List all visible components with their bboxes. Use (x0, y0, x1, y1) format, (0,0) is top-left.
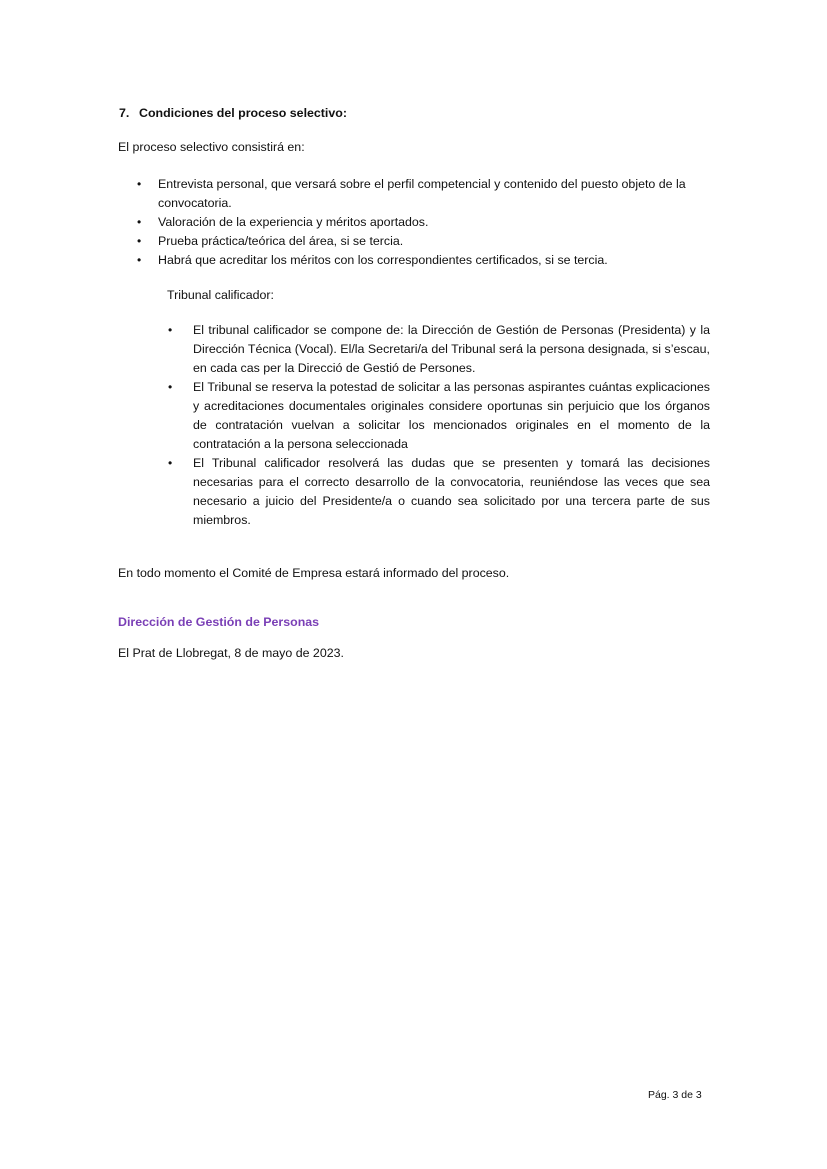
place-date: El Prat de Llobregat, 8 de mayo de 2023. (118, 646, 344, 660)
bullet-icon: • (168, 380, 173, 394)
tribunal-title: Tribunal calificador: (167, 288, 274, 302)
section-number: 7. (119, 106, 130, 120)
section-title: Condiciones del proceso selectivo: (139, 106, 347, 120)
bullet-icon: • (137, 234, 142, 248)
list-item: • El Tribunal se reserva la potestad de solicitar a las personas aspirantes cuántas explicaciones y acreditaciones documentales originales considere oportunas sin perjuicio que los órganos de contratación vuelvan a solicitar los mencionados originales en el momento de la contratación a la persona seleccionada (168, 380, 710, 451)
section-heading (119, 106, 347, 120)
bullet-icon: • (168, 323, 173, 337)
committee-note: En todo momento el Comité de Empresa estará informado del proceso. (118, 566, 510, 580)
process-list (137, 175, 722, 270)
list-item: • El Tribunal calificador resolverá las dudas que se presenten y tomará las decisiones necesarias para el correcto desarrollo de la convocatoria, reuniéndose las veces que sea necesario a juicio del Presidente/a o cuando sea solicitado por una tercera parte de sus miembros. (168, 456, 710, 527)
page-number: Pág. 3 de 3 (648, 1089, 702, 1101)
list-item: • Entrevista personal, que versará sobre el perfil competencial y contenido del puesto objeto de la convocatoria. (137, 177, 686, 210)
list-item: • Habrá que acreditar los méritos con los correspondientes certificados, si se tercia. (137, 251, 722, 270)
bullet-icon: • (137, 177, 142, 191)
signature-department: Dirección de Gestión de Personas (118, 615, 320, 629)
tribunal-list (168, 321, 710, 530)
intro-paragraph: El proceso selectivo consistirá en: (118, 140, 305, 154)
list-item: • Prueba práctica/teórica del área, si se tercia. (137, 232, 722, 251)
bullet-icon: • (137, 215, 142, 229)
list-item: • El tribunal calificador se compone de: la Dirección de Gestión de Personas (Presidenta) y la Dirección Técnica (Vocal). El/la Secretari/a del Tribunal será la persona designada, si s’escau, en cada cas per la Direcció de Gestió de Persones. (168, 323, 710, 375)
bullet-icon: • (137, 253, 142, 267)
list-item: • Valoración de la experiencia y méritos aportados. (137, 213, 722, 232)
bullet-icon: • (168, 456, 173, 470)
